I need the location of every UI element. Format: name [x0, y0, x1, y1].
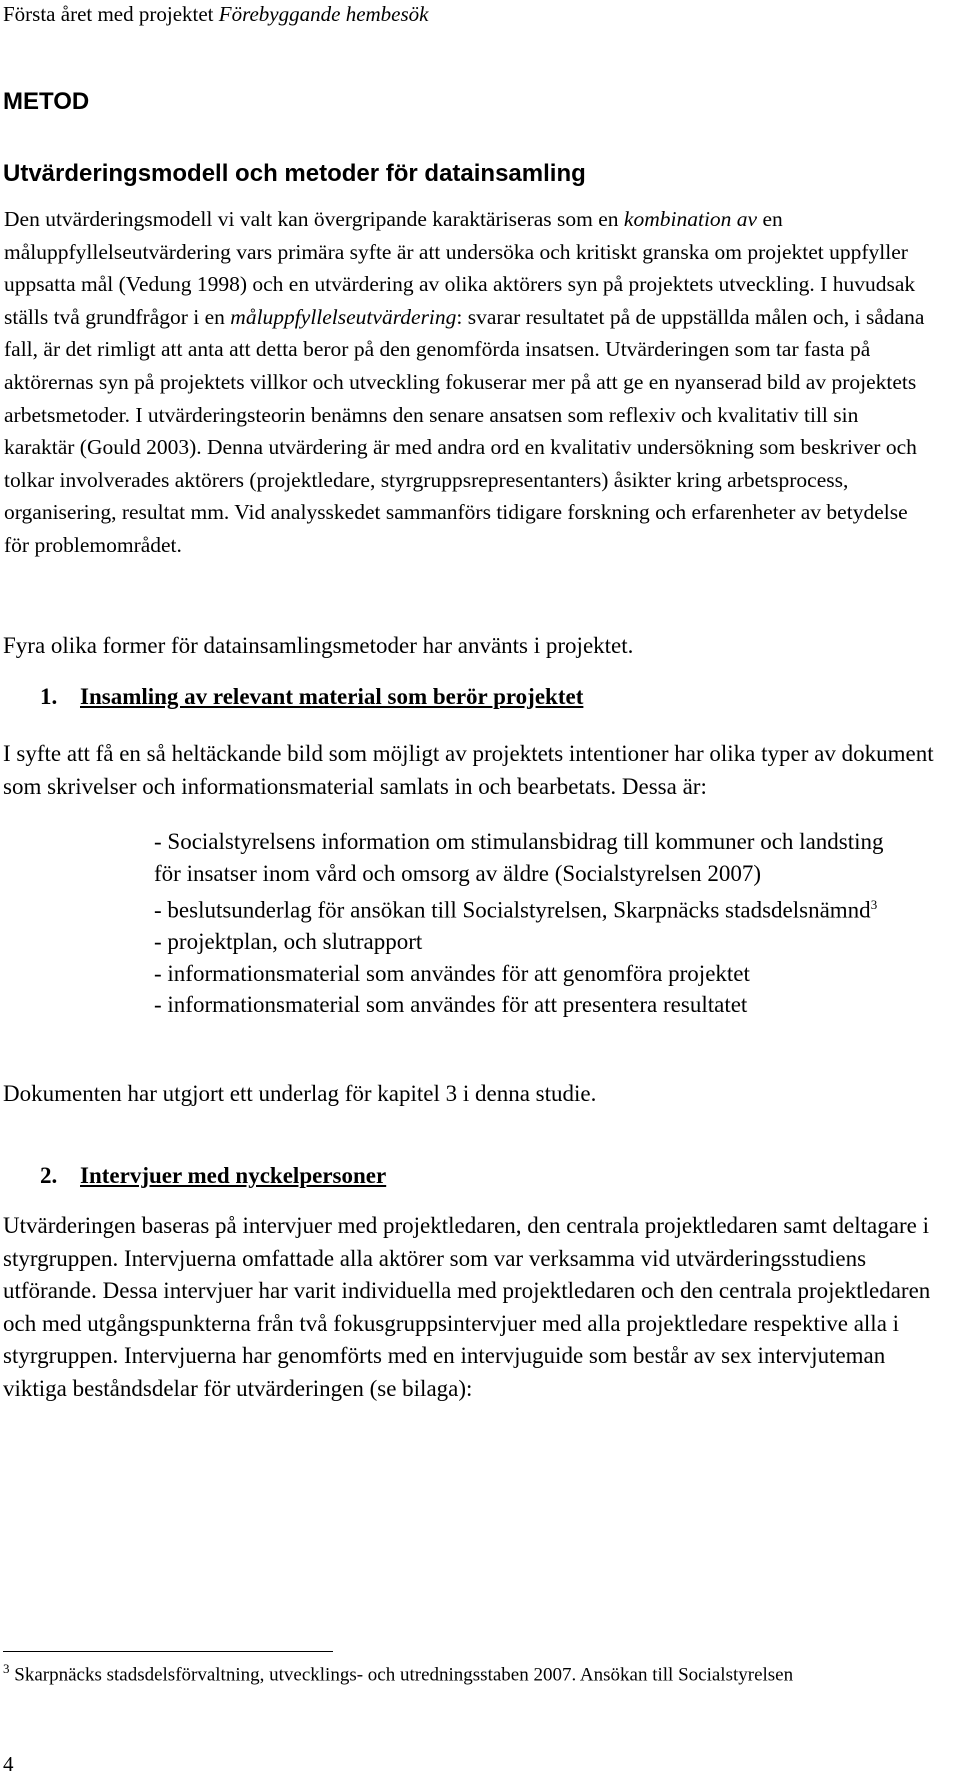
method1-text: I syfte att få en så heltäckande bild som möjligt av projektets intentioner har olika typer av dokument som skrivelser och informationsmaterial samlats in och bearbetats. Dessa är: — [3, 741, 934, 799]
document-list-item — [154, 826, 914, 889]
methods-intro: Fyra olika former för datainsamlingsmetoder har använts i projektet. — [3, 633, 634, 658]
document-list — [154, 826, 914, 1021]
document-list-item-text: - informationsmaterial som användes för att genomföra projektet — [154, 960, 750, 986]
footnote-reference[interactable]: 3 — [870, 897, 878, 912]
document-list-item — [154, 926, 914, 958]
intro-paragraph — [4, 203, 934, 562]
section-title: METOD — [3, 88, 90, 115]
header-project-title: Förebyggande hembesök — [218, 2, 429, 26]
document-list-item-text: - projektplan, och slutrapport — [154, 929, 423, 955]
intro-emphasis-2: måluppfyllelseutvärdering — [230, 304, 457, 329]
method1-conclusion: Dokumenten har utgjort ett underlag för kapitel 3 i denna studie. — [3, 1081, 597, 1106]
method2-title: Intervjuer med nyckelpersoner — [80, 1163, 387, 1188]
document-list-item — [154, 989, 914, 1021]
method2-number: 2. — [40, 1163, 58, 1188]
intro-text-1: Den utvärderingsmodell vi valt kan övergripande karaktäriseras som en — [4, 207, 624, 231]
document-list-item-text: - beslutsunderlag för ansökan till Socialstyrelsen, Skarpnäcks stadsdelsnämnd — [154, 897, 871, 923]
page-number: 4 — [3, 1752, 14, 1776]
running-header — [3, 2, 429, 27]
method1-title: Insamling av relevant material som berör projektet — [80, 684, 584, 709]
method2-text: Utvärderingen baseras på intervjuer med projektledaren, den centrala projektledaren samt deltagare i styrgruppen. Intervjuerna omfattade alla aktörer som var verksamma vid utvärderingsstudiens utförande. Dessa intervjuer har varit individuella med projektledaren och den centrala projektledaren och med utgångspunkterna från två fokusgruppsintervjuer med alla projektledare respektive alla i styrgruppen. Intervjuerna har genomförts med en intervjuguide som består av sex intervjuteman viktiga beståndsdelar för utvärderingen (se bilaga): — [3, 1213, 931, 1401]
method1-number: 1. — [40, 684, 58, 709]
document-list-item-text: - informationsmaterial som användes för att presentera resultatet — [154, 992, 748, 1018]
intro-text-2: en måluppfyllelseutvärdering vars primära syfte är att undersöka och kritiskt granska om projektet uppfyller uppsatta mål (Vedung 1998) och en utvärdering av olika aktörers syn på projektets utveckling. I huvudsak ställs två grundfrågor i en — [4, 207, 916, 329]
footnote-separator — [3, 1651, 333, 1652]
subsection-title: Utvärderingsmodell och metoder för datainsamling — [3, 160, 586, 187]
footnote — [3, 1661, 793, 1686]
intro-text-3: : svarar resultatet på de uppställda målen och, i sådana fall, är det rimligt att anta att detta beror på den genomförda insatsen. Utvärderingen som tar fasta på aktörernas syn på projektets villkor och utveckling fokuserar mer på att ge en nyanserad bild av projektets arbetsmetoder. I utvärderingsteorin benämns den senare ansatsen som reflexiv och kvalitativ till sin karaktär (Gould 2003). Denna utvärdering är med andra ord en kvalitativ undersökning som beskriver och tolkar involverades aktörers (projektledare, styrgruppsrepresentanters) åsikter kring arbetsprocess, organisering, resultat mm. Vid analysskedet sammanförs tidigare forskning och erfarenheter av betydelse för problemområdet. — [4, 304, 925, 557]
intro-emphasis-1: kombination av — [623, 207, 758, 231]
footnote-marker: 3 — [3, 1661, 10, 1676]
document-list-item-text: - Socialstyrelsens information om stimulansbidrag till kommuner och landsting för insatser inom vård och omsorg av äldre (Socialstyrelsen 2007) — [154, 829, 884, 886]
document-list-item — [154, 958, 914, 990]
document-list-item — [154, 889, 914, 926]
header-prefix: Första året med projektet — [3, 2, 219, 26]
footnote-text: Skarpnäcks stadsdelsförvaltning, utvecklings- och utredningsstaben 2007. Ansökan till Socialstyrelsen — [9, 1664, 794, 1686]
